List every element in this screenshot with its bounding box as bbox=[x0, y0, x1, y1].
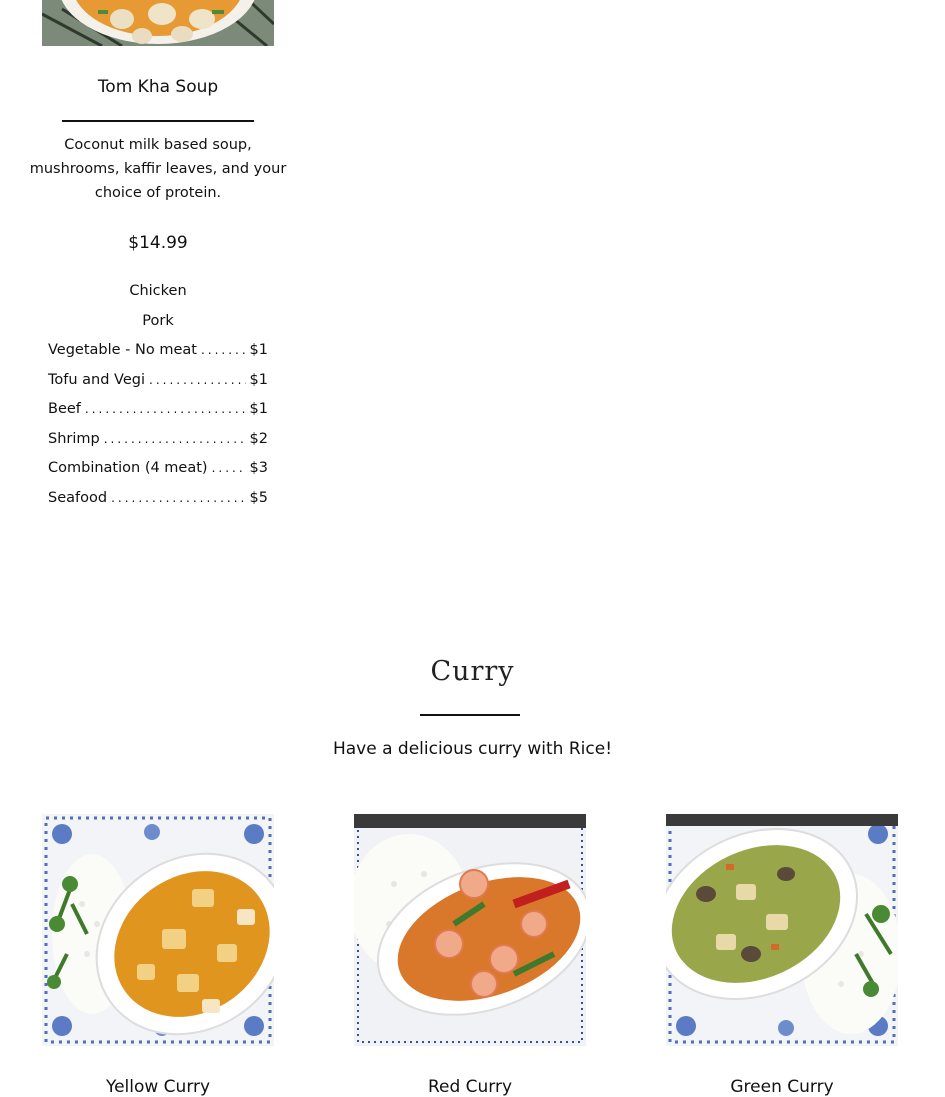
option-name: Shrimp bbox=[48, 431, 100, 447]
tom-kha-title: Tom Kha Soup bbox=[97, 77, 219, 97]
tom-kha-price: $14.99 bbox=[128, 233, 188, 253]
option-pork[interactable]: Pork bbox=[142, 313, 174, 329]
option-vegetable[interactable] bbox=[48, 342, 268, 362]
description-line: choice of protein. bbox=[94, 185, 222, 201]
curry-section-divider bbox=[420, 714, 520, 716]
option-chicken[interactable]: Chicken bbox=[129, 283, 187, 299]
green-curry-title: Green Curry bbox=[730, 1077, 834, 1097]
option-shrimp[interactable] bbox=[48, 431, 268, 451]
red-curry-title: Red Curry bbox=[427, 1077, 513, 1097]
option-price: $1 bbox=[249, 342, 268, 358]
leader-dots bbox=[201, 343, 246, 357]
option-price: $3 bbox=[249, 460, 268, 476]
leader-dots bbox=[104, 432, 246, 446]
option-seafood[interactable] bbox=[48, 490, 268, 510]
leader-dots bbox=[212, 461, 246, 475]
option-name: Seafood bbox=[48, 490, 108, 506]
option-beef[interactable] bbox=[48, 401, 268, 421]
option-name: Vegetable - No meat bbox=[48, 342, 197, 358]
option-price: $1 bbox=[249, 401, 268, 417]
option-name: Beef bbox=[48, 401, 81, 417]
option-combination[interactable] bbox=[48, 460, 268, 480]
option-price: $2 bbox=[249, 431, 268, 447]
tom-kha-photo bbox=[42, 0, 274, 46]
leader-dots bbox=[111, 491, 245, 505]
option-name: Combination (4 meat) bbox=[48, 460, 208, 476]
option-price: $5 bbox=[249, 490, 268, 506]
leader-dots bbox=[149, 373, 246, 387]
tom-kha-divider bbox=[62, 120, 254, 122]
yellow-curry-title: Yellow Curry bbox=[105, 1077, 211, 1097]
description-line: Coconut milk based soup, bbox=[64, 137, 252, 153]
option-price: $1 bbox=[249, 372, 268, 388]
red-curry-photo[interactable] bbox=[354, 814, 586, 1046]
description-line: mushrooms, kaffir leaves, and your bbox=[29, 161, 287, 177]
curry-section-subtitle: Have a delicious curry with Rice! bbox=[332, 739, 613, 759]
leader-dots bbox=[85, 402, 246, 416]
curry-section-title: Curry bbox=[430, 656, 515, 687]
green-curry-photo[interactable] bbox=[666, 814, 898, 1046]
option-tofu[interactable] bbox=[48, 372, 268, 392]
yellow-curry-photo[interactable] bbox=[42, 814, 274, 1046]
tom-kha-description bbox=[28, 133, 288, 205]
option-name: Tofu and Vegi bbox=[48, 372, 146, 388]
